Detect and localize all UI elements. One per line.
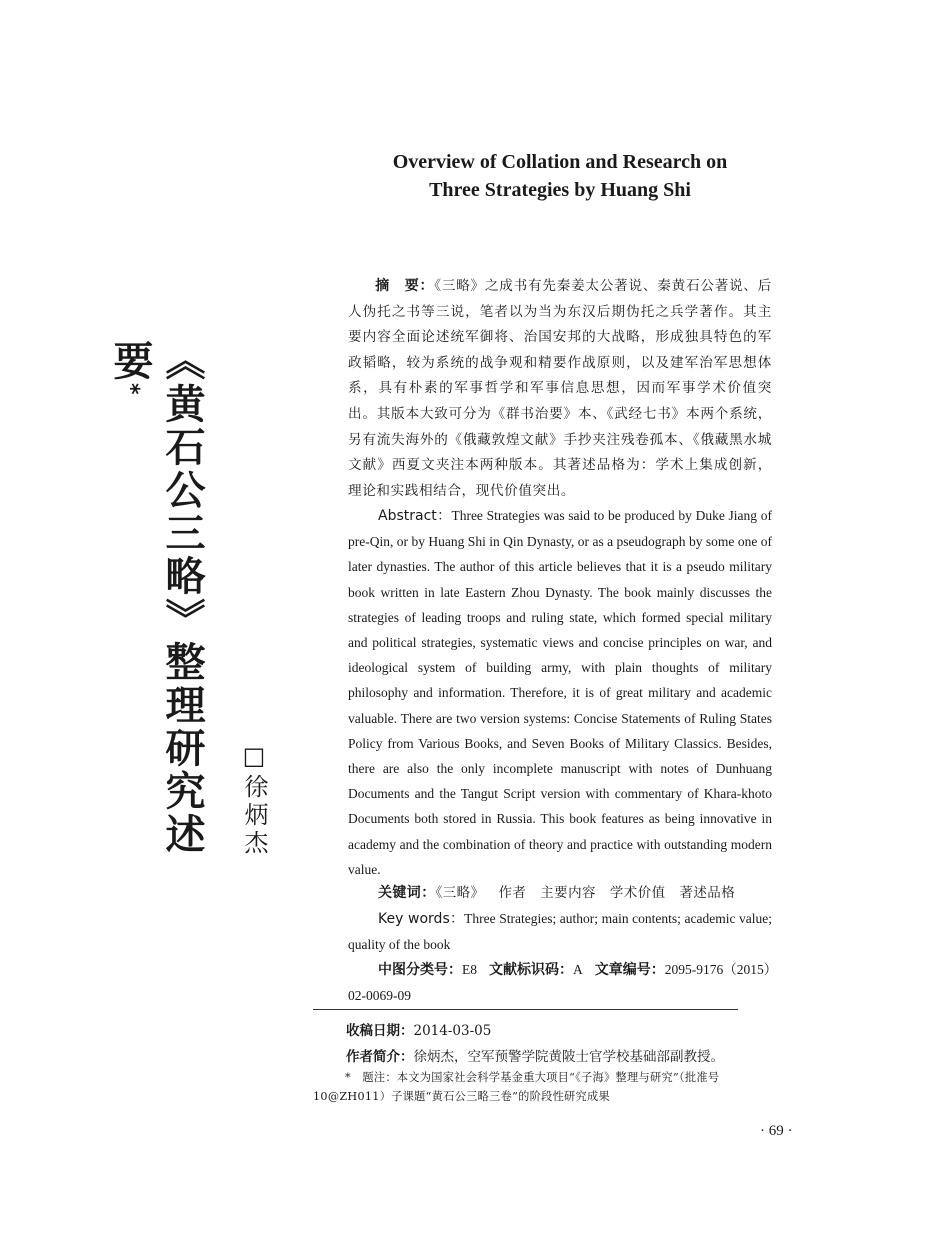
english-title-line-1: Overview of Collation and Research on	[392, 151, 728, 173]
classification-codes	[348, 957, 772, 1008]
english-title	[348, 148, 772, 204]
english-abstract	[348, 503, 772, 882]
keyword-item: 《三略》	[435, 885, 485, 901]
title-footnote-star: *	[118, 383, 143, 398]
doc-code-label: 文献标识码：	[489, 962, 573, 978]
funding-note: * 题注：本文为国家社会科学基金重大项目“《子海》整理与研究”（批准号10@ZH011）子课题“黄石公三略三卷”的阶段性研究成果	[313, 1071, 720, 1103]
author-name: 徐炳杰	[240, 774, 268, 858]
chinese-title-text: 《黄石公三略》整理研究述要	[107, 340, 205, 856]
keyword-item: 作者	[498, 885, 527, 901]
article-number-label: 文章编号：	[594, 962, 665, 978]
keyword-item: 学术价值	[609, 885, 666, 901]
clc-value: E8	[462, 962, 477, 977]
english-keywords-text: Three Strategies; author; main contents; academic value; quality of the book	[348, 911, 772, 952]
chinese-abstract-label: 摘 要：	[375, 278, 435, 294]
doc-code-value: A	[573, 962, 583, 977]
footnote-divider	[313, 1009, 738, 1010]
chinese-abstract-text: 《三略》之成书有先秦姜太公著说、秦黄石公著说、后人伪托之书等三说，笔者以为当为东汉后期伪托之兵学著作。其主要内容全面论述统军御将、治国安邦的大战略，形成独具特色的军政韬略，较为系统的战争观和精要作战原则，以及建军治军思想体系，具有朴素的军事哲学和军事信息思想，因而军事学术价值突出。其版本大致可分为《群书治要》本、《武经七书》本两个系统，另有流失海外的《俄藏敦煌文献》手抄夹注残卷孤本、《俄藏黑水城文献》西夏文夹注本两种版本。其著述品格为：学术上集成创新，理论和实践相结合，现代价值突出。	[348, 278, 772, 499]
author-bio	[346, 1046, 816, 1068]
chinese-keywords-label: 关键词：	[378, 885, 436, 901]
english-abstract-text: Three Strategies was said to be produced by Duke Jiang of pre-Qin, or by Huang Shi in Qin Dynasty, or as a pseudograph by some one of later dynasties. The author of this article believes that it is a pseudo military book written in late Eastern Zhou Dynasty. The book mainly discusses the strategies of leading troops and ruling state, which formed special military and political strategies, systematic views and concise principles on war, and ideological system of building army, with plain thoughts of military philosophy and information. Therefore, it is of great military and academic valuable. There are two version systems: Concise Statements of Ruling States Policy from Various Books, and Seven Books of Military Classics. Besides, there are also the only incomplete manuscript with notes of Dunhuang Documents and the Tangut Script version with commentary of Khara-khoto Documents both stored in Russia. This book features as being innovative in academy and the combination of theory and practice with outstanding modern value.	[348, 508, 772, 877]
author-box: □	[240, 742, 268, 774]
keyword-item: 著述品格	[679, 885, 736, 901]
page-number: · 69 ·	[760, 1123, 793, 1139]
chinese-abstract	[348, 274, 772, 504]
received-label: 收稿日期：	[346, 1023, 414, 1039]
keyword-item: 主要内容	[540, 885, 596, 901]
bio-value: 徐炳杰，空军预警学院黄陂士官学校基础部副教授。	[413, 1049, 724, 1065]
english-abstract-label: Abstract：	[378, 508, 452, 524]
bio-label: 作者简介：	[346, 1049, 414, 1065]
english-title-line-2: Three Strategies by Huang Shi	[429, 179, 691, 201]
received-date	[346, 1020, 816, 1042]
chinese-title	[107, 340, 208, 860]
english-keywords	[348, 906, 772, 957]
article-number-value: 2095-9176（2015）02-0069-09	[348, 962, 771, 1003]
received-value: 2014-03-05	[413, 1023, 492, 1039]
clc-label: 中图分类号：	[378, 962, 462, 978]
english-keywords-label: Key words：	[378, 911, 465, 927]
chinese-keywords	[348, 881, 772, 906]
author-byline	[236, 742, 272, 858]
